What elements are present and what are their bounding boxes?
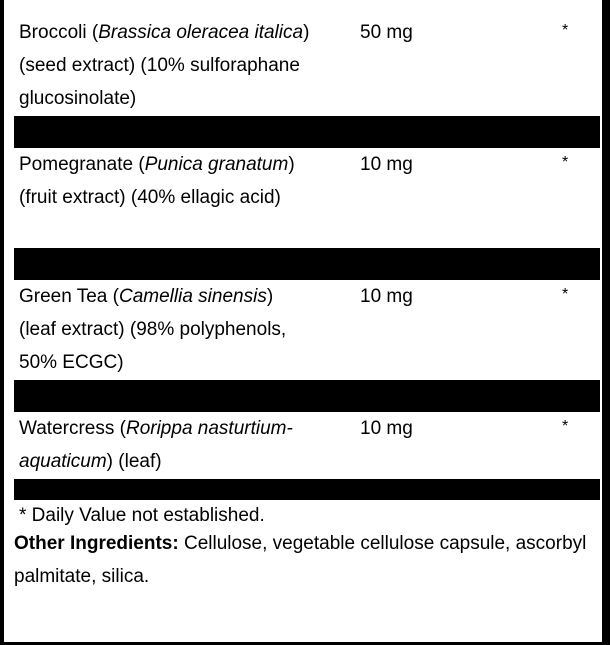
ingredient-name: [19, 148, 314, 214]
daily-value-marker: *: [562, 418, 569, 435]
ingredient-amount: 10 mg: [360, 418, 413, 439]
row-separator: [14, 479, 600, 500]
table-row: [14, 0, 600, 116]
ingredient-name: [19, 412, 314, 478]
ingredient-common-name: Pomegranate (: [19, 154, 145, 175]
ingredient-common-name: Watercress (: [19, 418, 126, 439]
ingredient-amount: 10 mg: [360, 286, 413, 307]
ingredient-latin-name: Rorippa nasturtium-aquaticum: [19, 418, 293, 472]
ingredient-common-name: Broccoli (: [19, 22, 99, 43]
ingredient-amount: 50 mg: [360, 22, 413, 43]
supplement-facts-panel: [4, 0, 602, 642]
ingredient-latin-name: Camellia sinensis: [118, 286, 267, 307]
daily-value-marker: *: [562, 286, 569, 303]
other-ingredients-label: Other Ingredients:: [14, 533, 179, 554]
ingredient-name: [19, 280, 314, 379]
ingredient-name: [19, 16, 314, 115]
ingredient-latin-name: Brassica oleracea italica: [98, 22, 304, 43]
ingredient-latin-name: Punica granatum: [144, 154, 289, 175]
table-row: [14, 264, 600, 380]
daily-value-marker: *: [562, 154, 569, 171]
daily-value-footnote: * Daily Value not established.: [19, 505, 265, 526]
other-ingredients-text: Cellulose, vegetable cellulose capsule, ascorbyl palmitate, silica.: [14, 533, 587, 587]
table-row: [14, 132, 600, 248]
ingredient-common-name: Green Tea (: [19, 286, 119, 307]
ingredient-amount: 10 mg: [360, 154, 413, 175]
ingredient-detail: ) (leaf extract) (98% polyphenols, 50% ECGC): [19, 286, 287, 373]
table-row: [14, 396, 600, 479]
ingredient-detail: ) (fruit extract) (40% ellagic acid): [19, 154, 295, 208]
daily-value-marker: *: [562, 22, 569, 39]
other-ingredients: [14, 527, 599, 593]
ingredient-detail: ) (leaf): [106, 451, 162, 472]
ingredient-detail: ) (seed extract) (10% sulforaphane glucosinolate): [19, 22, 310, 109]
